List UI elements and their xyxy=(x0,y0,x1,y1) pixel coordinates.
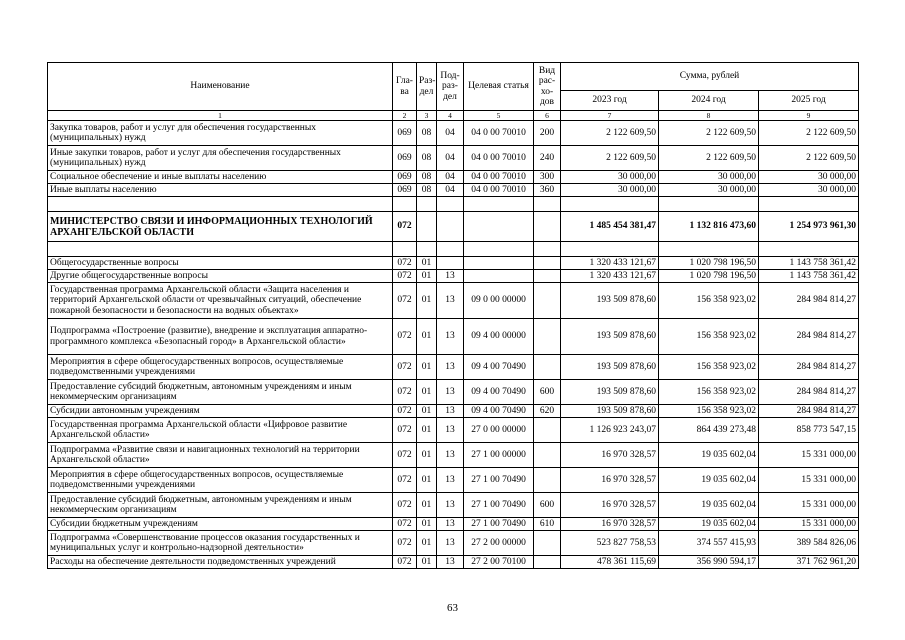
row-name-cell: Подпрограмма «Развитие связи и навигационных технологий на территории Архангельской области» xyxy=(48,443,393,468)
row-name-cell: Общегосударственные вопросы xyxy=(48,257,393,270)
target-cell: 27 2 00 70100 xyxy=(464,556,534,569)
amount-2023-cell: 193 509 878,60 xyxy=(561,405,659,418)
amount-2024-cell: 356 990 594,17 xyxy=(659,556,759,569)
table-row xyxy=(48,468,859,493)
amount-2025-cell: 15 331 000,00 xyxy=(759,518,859,531)
col-number: 9 xyxy=(759,111,859,121)
razdel-cell: 01 xyxy=(417,270,437,283)
col-number: 4 xyxy=(437,111,464,121)
glava-cell: 069 xyxy=(393,184,417,197)
vid-cell xyxy=(534,270,561,283)
row-name-cell: МИНИСТЕРСТВО СВЯЗИ И ИНФОРМАЦИОННЫХ ТЕХНОЛОГИЙ АРХАНГЕЛЬСКОЙ ОБЛАСТИ xyxy=(48,212,393,242)
table-row xyxy=(48,283,859,319)
podrazdel-cell: 13 xyxy=(437,319,464,355)
amount-2023-cell: 1 320 433 121,67 xyxy=(561,257,659,270)
glava-cell: 072 xyxy=(393,418,417,443)
amount-2023-cell: 16 970 328,57 xyxy=(561,468,659,493)
podrazdel-cell: 13 xyxy=(437,405,464,418)
vid-cell xyxy=(534,212,561,242)
amount-2024-cell: 374 557 415,93 xyxy=(659,531,759,556)
row-name-cell: Расходы на обеспечение деятельности подведомственных учреждений xyxy=(48,556,393,569)
col-number: 5 xyxy=(464,111,534,121)
amount-2024-cell: 1 020 798 196,50 xyxy=(659,257,759,270)
target-cell: 09 4 00 70490 xyxy=(464,380,534,405)
row-name-cell: Мероприятия в сфере общегосударственных вопросов, осуществляемые подведомственными учреждениями xyxy=(48,355,393,380)
amount-2023-cell: 16 970 328,57 xyxy=(561,518,659,531)
amount-2025-cell: 389 584 826,06 xyxy=(759,531,859,556)
podrazdel-cell: 13 xyxy=(437,556,464,569)
empty-cell xyxy=(437,242,464,257)
empty-cell xyxy=(417,197,437,212)
razdel-cell: 01 xyxy=(417,319,437,355)
amount-2023-cell: 193 509 878,60 xyxy=(561,283,659,319)
razdel-cell: 01 xyxy=(417,257,437,270)
row-name-cell: Субсидии бюджетным учреждениям xyxy=(48,518,393,531)
amount-2024-cell: 156 358 923,02 xyxy=(659,355,759,380)
header-year-2023: 2023 год xyxy=(561,91,659,111)
amount-2024-cell: 2 122 609,50 xyxy=(659,121,759,146)
amount-2025-cell: 371 762 961,20 xyxy=(759,556,859,569)
col-number: 6 xyxy=(534,111,561,121)
vid-cell xyxy=(534,443,561,468)
razdel-cell: 01 xyxy=(417,468,437,493)
target-cell: 27 0 00 00000 xyxy=(464,418,534,443)
podrazdel-cell xyxy=(437,257,464,270)
row-name-cell: Предоставление субсидий бюджетным, автономным учреждениям и иным некоммерческим организациям xyxy=(48,380,393,405)
podrazdel-cell: 13 xyxy=(437,355,464,380)
table-row xyxy=(48,212,859,242)
target-cell xyxy=(464,212,534,242)
razdel-cell: 01 xyxy=(417,418,437,443)
target-cell: 27 1 00 00000 xyxy=(464,443,534,468)
amount-2025-cell: 15 331 000,00 xyxy=(759,468,859,493)
razdel-cell: 08 xyxy=(417,184,437,197)
amount-2025-cell: 30 000,00 xyxy=(759,171,859,184)
table-row xyxy=(48,493,859,518)
col-number: 2 xyxy=(393,111,417,121)
target-cell: 09 4 00 00000 xyxy=(464,319,534,355)
amount-2025-cell: 284 984 814,27 xyxy=(759,380,859,405)
podrazdel-cell: 04 xyxy=(437,121,464,146)
empty-cell xyxy=(659,197,759,212)
amount-2025-cell: 284 984 814,27 xyxy=(759,283,859,319)
razdel-cell: 01 xyxy=(417,380,437,405)
razdel-cell: 01 xyxy=(417,531,437,556)
target-cell: 27 2 00 00000 xyxy=(464,531,534,556)
row-name-cell: Подпрограмма «Построение (развитие), внедрение и эксплуатация аппаратно-программного комплекса «Безопасный город» в Архангельской области» xyxy=(48,319,393,355)
header-year-2025: 2025 год xyxy=(759,91,859,111)
amount-2023-cell: 193 509 878,60 xyxy=(561,355,659,380)
header-name: Наименование xyxy=(48,63,393,111)
vid-cell: 600 xyxy=(534,493,561,518)
target-cell: 04 0 00 70010 xyxy=(464,146,534,171)
glava-cell: 072 xyxy=(393,283,417,319)
col-number: 1 xyxy=(48,111,393,121)
glava-cell: 069 xyxy=(393,121,417,146)
row-name-cell: Государственная программа Архангельской области «Защита населения и территорий Архангельской области от чрезвычайных ситуаций, обеспечение пожарной безопасности и безопасности на водных объектах» xyxy=(48,283,393,319)
page-number: 63 xyxy=(447,602,458,614)
podrazdel-cell: 13 xyxy=(437,468,464,493)
budget-table xyxy=(47,62,859,569)
empty-cell xyxy=(561,242,659,257)
amount-2024-cell: 30 000,00 xyxy=(659,171,759,184)
row-name-cell: Иные закупки товаров, работ и услуг для обеспечения государственных (муниципальных) нужд xyxy=(48,146,393,171)
target-cell: 04 0 00 70010 xyxy=(464,171,534,184)
col-number: 7 xyxy=(561,111,659,121)
amount-2025-cell: 2 122 609,50 xyxy=(759,146,859,171)
amount-2025-cell: 284 984 814,27 xyxy=(759,355,859,380)
amount-2023-cell: 16 970 328,57 xyxy=(561,443,659,468)
razdel-cell xyxy=(417,212,437,242)
razdel-cell: 01 xyxy=(417,518,437,531)
vid-cell: 600 xyxy=(534,380,561,405)
amount-2025-cell: 15 331 000,00 xyxy=(759,493,859,518)
glava-cell: 069 xyxy=(393,171,417,184)
empty-cell xyxy=(561,197,659,212)
row-name-cell: Подпрограмма «Совершенствование процессов оказания государственных и муниципальных услуг и контрольно-надзорной деятельности» xyxy=(48,531,393,556)
empty-cell xyxy=(534,242,561,257)
empty-cell xyxy=(417,242,437,257)
header-razdel: Раз-дел xyxy=(417,63,437,111)
glava-cell: 072 xyxy=(393,531,417,556)
target-cell xyxy=(464,270,534,283)
glava-cell: 072 xyxy=(393,319,417,355)
empty-cell xyxy=(534,197,561,212)
glava-cell: 072 xyxy=(393,270,417,283)
glava-cell: 072 xyxy=(393,355,417,380)
table-row xyxy=(48,146,859,171)
target-cell: 27 1 00 70490 xyxy=(464,518,534,531)
table-row xyxy=(48,531,859,556)
target-cell: 09 4 00 70490 xyxy=(464,405,534,418)
header-target: Целевая статья xyxy=(464,63,534,111)
glava-cell: 072 xyxy=(393,212,417,242)
vid-cell: 360 xyxy=(534,184,561,197)
target-cell: 09 0 00 00000 xyxy=(464,283,534,319)
vid-cell: 300 xyxy=(534,171,561,184)
empty-cell xyxy=(437,197,464,212)
vid-cell: 620 xyxy=(534,405,561,418)
amount-2023-cell: 478 361 115,69 xyxy=(561,556,659,569)
amount-2023-cell: 2 122 609,50 xyxy=(561,146,659,171)
amount-2024-cell: 156 358 923,02 xyxy=(659,283,759,319)
row-name-cell: Другие общегосударственные вопросы xyxy=(48,270,393,283)
target-cell: 09 4 00 70490 xyxy=(464,355,534,380)
empty-cell xyxy=(393,242,417,257)
amount-2024-cell: 1 132 816 473,60 xyxy=(659,212,759,242)
amount-2025-cell: 858 773 547,15 xyxy=(759,418,859,443)
amount-2023-cell: 2 122 609,50 xyxy=(561,121,659,146)
podrazdel-cell: 13 xyxy=(437,493,464,518)
table-row xyxy=(48,405,859,418)
podrazdel-cell: 13 xyxy=(437,270,464,283)
vid-cell xyxy=(534,556,561,569)
row-name-cell: Иные выплаты населению xyxy=(48,184,393,197)
amount-2025-cell: 284 984 814,27 xyxy=(759,319,859,355)
glava-cell: 072 xyxy=(393,405,417,418)
amount-2023-cell: 523 827 758,53 xyxy=(561,531,659,556)
vid-cell xyxy=(534,319,561,355)
razdel-cell: 01 xyxy=(417,556,437,569)
razdel-cell: 08 xyxy=(417,171,437,184)
podrazdel-cell: 13 xyxy=(437,443,464,468)
razdel-cell: 01 xyxy=(417,283,437,319)
target-cell: 27 1 00 70490 xyxy=(464,468,534,493)
vid-cell: 240 xyxy=(534,146,561,171)
amount-2025-cell: 1 254 973 961,30 xyxy=(759,212,859,242)
vid-cell xyxy=(534,257,561,270)
glava-cell: 072 xyxy=(393,518,417,531)
razdel-cell: 08 xyxy=(417,121,437,146)
podrazdel-cell: 13 xyxy=(437,531,464,556)
podrazdel-cell xyxy=(437,212,464,242)
amount-2025-cell: 30 000,00 xyxy=(759,184,859,197)
razdel-cell: 01 xyxy=(417,443,437,468)
empty-cell xyxy=(48,197,393,212)
glava-cell: 072 xyxy=(393,556,417,569)
glava-cell: 072 xyxy=(393,380,417,405)
podrazdel-cell: 04 xyxy=(437,146,464,171)
table-row xyxy=(48,270,859,283)
vid-cell: 200 xyxy=(534,121,561,146)
amount-2024-cell: 156 358 923,02 xyxy=(659,405,759,418)
empty-cell xyxy=(759,197,859,212)
razdel-cell: 01 xyxy=(417,493,437,518)
podrazdel-cell: 13 xyxy=(437,380,464,405)
empty-cell xyxy=(464,197,534,212)
table-row xyxy=(48,184,859,197)
table-row xyxy=(48,418,859,443)
amount-2023-cell: 30 000,00 xyxy=(561,184,659,197)
empty-cell xyxy=(393,197,417,212)
table-row xyxy=(48,443,859,468)
razdel-cell: 01 xyxy=(417,355,437,380)
table-body xyxy=(48,121,859,569)
glava-cell: 069 xyxy=(393,146,417,171)
amount-2025-cell: 2 122 609,50 xyxy=(759,121,859,146)
table-row xyxy=(48,380,859,405)
amount-2024-cell: 19 035 602,04 xyxy=(659,518,759,531)
amount-2024-cell: 30 000,00 xyxy=(659,184,759,197)
podrazdel-cell: 04 xyxy=(437,171,464,184)
amount-2024-cell: 19 035 602,04 xyxy=(659,443,759,468)
table-header xyxy=(48,63,859,121)
amount-2024-cell: 2 122 609,50 xyxy=(659,146,759,171)
header-sum: Сумма, рублей xyxy=(561,63,859,91)
amount-2024-cell: 19 035 602,04 xyxy=(659,468,759,493)
amount-2023-cell: 16 970 328,57 xyxy=(561,493,659,518)
podrazdel-cell: 04 xyxy=(437,184,464,197)
col-number: 8 xyxy=(659,111,759,121)
glava-cell: 072 xyxy=(393,443,417,468)
empty-cell xyxy=(659,242,759,257)
blank-row xyxy=(48,197,859,212)
vid-cell: 610 xyxy=(534,518,561,531)
target-cell: 04 0 00 70010 xyxy=(464,121,534,146)
amount-2024-cell: 19 035 602,04 xyxy=(659,493,759,518)
podrazdel-cell: 13 xyxy=(437,518,464,531)
row-name-cell: Предоставление субсидий бюджетным, автономным учреждениям и иным некоммерческим организациям xyxy=(48,493,393,518)
header-podrazdel: Под-раз-дел xyxy=(437,63,464,111)
table-row xyxy=(48,257,859,270)
amount-2023-cell: 1 320 433 121,67 xyxy=(561,270,659,283)
amount-2024-cell: 1 020 798 196,50 xyxy=(659,270,759,283)
table-row xyxy=(48,355,859,380)
amount-2023-cell: 1 126 923 243,07 xyxy=(561,418,659,443)
row-name-cell: Закупка товаров, работ и услуг для обеспечения государственных (муниципальных) нужд xyxy=(48,121,393,146)
empty-cell xyxy=(464,242,534,257)
table-row xyxy=(48,121,859,146)
target-cell: 27 1 00 70490 xyxy=(464,493,534,518)
empty-cell xyxy=(759,242,859,257)
row-name-cell: Государственная программа Архангельской области «Цифровое развитие Архангельской области» xyxy=(48,418,393,443)
amount-2025-cell: 1 143 758 361,42 xyxy=(759,270,859,283)
table-row xyxy=(48,518,859,531)
row-name-cell: Субсидии автономным учреждениям xyxy=(48,405,393,418)
target-cell xyxy=(464,257,534,270)
col-number: 3 xyxy=(417,111,437,121)
glava-cell: 072 xyxy=(393,493,417,518)
target-cell: 04 0 00 70010 xyxy=(464,184,534,197)
glava-cell: 072 xyxy=(393,257,417,270)
amount-2024-cell: 864 439 273,48 xyxy=(659,418,759,443)
amount-2025-cell: 15 331 000,00 xyxy=(759,443,859,468)
amount-2023-cell: 30 000,00 xyxy=(561,171,659,184)
podrazdel-cell: 13 xyxy=(437,418,464,443)
razdel-cell: 01 xyxy=(417,405,437,418)
empty-cell xyxy=(48,242,393,257)
vid-cell xyxy=(534,531,561,556)
table-row xyxy=(48,319,859,355)
header-glava: Гла-ва xyxy=(393,63,417,111)
header-year-2024: 2024 год xyxy=(659,91,759,111)
razdel-cell: 08 xyxy=(417,146,437,171)
row-name-cell: Социальное обеспечение и иные выплаты населению xyxy=(48,171,393,184)
vid-cell xyxy=(534,283,561,319)
vid-cell xyxy=(534,418,561,443)
header-vid: Вид рас-хо-дов xyxy=(534,63,561,111)
blank-row xyxy=(48,242,859,257)
table-row xyxy=(48,556,859,569)
vid-cell xyxy=(534,355,561,380)
row-name-cell: Мероприятия в сфере общегосударственных вопросов, осуществляемые подведомственными учреждениями xyxy=(48,468,393,493)
podrazdel-cell: 13 xyxy=(437,283,464,319)
table-row xyxy=(48,171,859,184)
glava-cell: 072 xyxy=(393,468,417,493)
column-numbers-row xyxy=(48,111,859,121)
amount-2023-cell: 193 509 878,60 xyxy=(561,319,659,355)
amount-2024-cell: 156 358 923,02 xyxy=(659,319,759,355)
amount-2025-cell: 284 984 814,27 xyxy=(759,405,859,418)
vid-cell xyxy=(534,468,561,493)
amount-2023-cell: 1 485 454 381,47 xyxy=(561,212,659,242)
amount-2024-cell: 156 358 923,02 xyxy=(659,380,759,405)
amount-2025-cell: 1 143 758 361,42 xyxy=(759,257,859,270)
amount-2023-cell: 193 509 878,60 xyxy=(561,380,659,405)
